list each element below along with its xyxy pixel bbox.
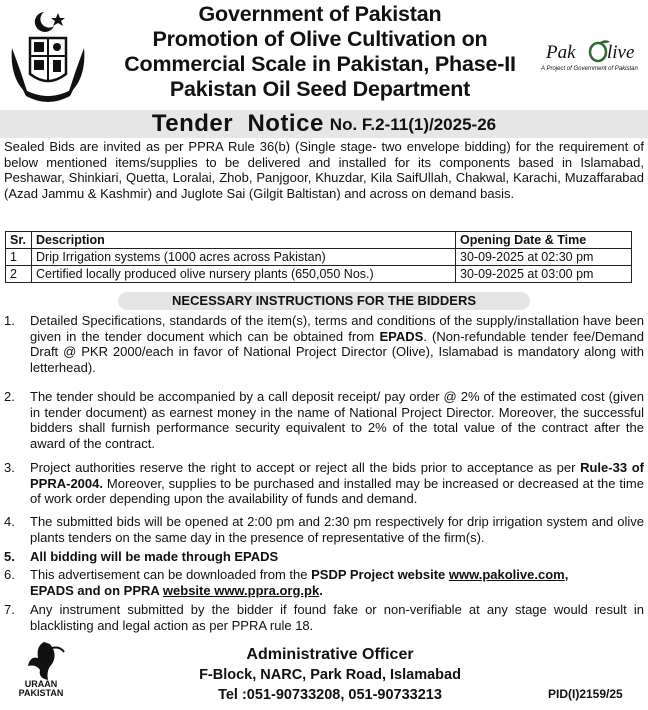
tender-number: No. F.2-11(1)/2025-26: [329, 115, 497, 134]
tender-title: Tender Notice: [151, 110, 324, 137]
header-line-3: Commercial Scale in Pakistan, Phase-II: [124, 52, 516, 76]
instruction-item: [4, 460, 644, 507]
instruction-text: . (Non-refundable tender fee/Demand Draft @ PKR 2000/each in favor of National Project Director (Olive), Islamabad is mandatory along with letterhead).: [30, 328, 645, 375]
header-line-4: Pakistan Oil Seed Department: [169, 77, 471, 101]
header-titles: [100, 2, 540, 102]
header-opening: Opening Date & Time: [456, 232, 632, 249]
table-row: [6, 249, 632, 266]
instruction-text: Moreover, supplies to be purchased and installed may be increased or decreased at the time of work order depending upon the availability of funds and demand.: [30, 475, 644, 507]
table-row: [6, 266, 632, 283]
website-text: website: [162, 582, 215, 598]
instruction-number: 7.: [4, 602, 15, 617]
footer-address: F-Block, NARC, Park Road, Islamabad: [199, 667, 461, 683]
uraan-line-2: PAKISTAN: [18, 688, 64, 698]
instruction-text: Detailed Specifications, standards of the item(s), terms and conditions of the supply/installation have been given in the tender document which can be obtained from: [30, 313, 644, 344]
pakolive-link[interactable]: www.pakolive.com: [448, 567, 565, 582]
instruction-item: [4, 549, 644, 565]
instruction-text: Project authorities reserve the right to accept or reject all the bids prior to acceptance as per: [30, 460, 581, 475]
items-table: [5, 231, 632, 283]
instruction-text: The tender should be accompanied by a call deposit receipt/ pay order @ 2% of the estimated cost (given in tender document) as earnest money in the name of National Project Director. Moreover, the successful bidders shall furnish performance security equivalent to 2% of the total value of the contract after the award of the contract.: [30, 389, 644, 451]
tender-heading: [0, 110, 648, 138]
instruction-number: 4.: [4, 514, 15, 529]
instruction-item: [4, 567, 644, 598]
footer-telephone: Tel :051-90733208, 051-90733213: [218, 687, 442, 703]
instruction-number: 6.: [4, 567, 15, 582]
logo-subtitle: A Project of Government of Pakistan: [541, 66, 638, 72]
instruction-item: [4, 514, 644, 545]
header-line-1: Government of Pakistan: [198, 2, 442, 26]
instruction-text: This advertisement can be downloaded from the: [30, 567, 312, 582]
instruction-item: [4, 602, 644, 633]
instruction-number: 3.: [4, 460, 15, 475]
row-sr: 1: [6, 249, 32, 266]
uraan-line-1: URAAN: [24, 679, 58, 689]
header-line-2: Promotion of Olive Cultivation on: [152, 27, 488, 51]
intro-paragraph: Sealed Bids are invited as per PPRA Rule 36(b) (Single stage- two envelope bidding) for the requirement of below mentioned items/supplies to be delivered and installed for its components based in Islamabad, Peshawar, Shinkiari, Quetta, Loralai, Zhob, Panjgoor, Khuzdar, Kila SaifUllah, Chakwal, Karachi, Muzaffarabad (Azad Jammu & Kashmir) and Juglote Sai (Gilgit Baltistan) and across on demand basis.: [4, 139, 644, 201]
instruction-number: 1.: [4, 313, 15, 328]
pak-olive-logo: [540, 36, 644, 80]
period-text: .: [319, 582, 323, 598]
uraan-text: [12, 680, 70, 698]
logo-text-live: live: [607, 42, 635, 63]
header-sr: Sr.: [6, 232, 32, 249]
ppra-link[interactable]: www.ppra.org.pk: [214, 582, 320, 598]
instruction-text: All bidding will be made through EPADS: [30, 549, 279, 564]
pakistan-emblem-icon: [8, 8, 88, 104]
epads-text: EPADS: [379, 328, 424, 344]
logo-text-pak: Pak: [546, 42, 576, 63]
pid-number: PID(I)2159/25: [548, 687, 623, 701]
header-description: Description: [32, 232, 456, 249]
footer: [160, 644, 500, 705]
instruction-number: 5.: [4, 549, 15, 564]
epads-ppra-text: EPADS and on PPRA: [30, 582, 163, 598]
footer-officer: Administrative Officer: [246, 646, 414, 663]
instructions-title: NECESSARY INSTRUCTIONS FOR THE BIDDERS: [171, 293, 477, 308]
table-header-row: [6, 232, 632, 249]
row-opening: 30-09-2025 at 03:00 pm: [456, 266, 632, 283]
instruction-text: Any instrument submitted by the bidder if found fake or non-verifiable at any stage would result in blacklisting and legal action as per PPRA rule 18.: [30, 602, 644, 633]
row-sr: 2: [6, 266, 32, 283]
ppra-rule-text: Rule-33 of PPRA-2004.: [30, 460, 645, 491]
instruction-item: [4, 389, 644, 451]
instruction-number: 2.: [4, 389, 15, 404]
row-description: Certified locally produced olive nursery plants (650,050 Nos.): [32, 266, 456, 283]
instruction-text: The submitted bids will be opened at 2:00 pm and 2:30 pm respectively for drip irrigation system and olive plants tenders on the same day in the presence of representative of the firm(s).: [30, 514, 644, 545]
instruction-item: [4, 313, 644, 375]
comma-text: ,: [564, 567, 569, 582]
row-opening: 30-09-2025 at 02:30 pm: [456, 249, 632, 266]
psdp-text: PSDP Project website: [311, 567, 449, 582]
row-description: Drip Irrigation systems (1000 acres across Pakistan): [32, 249, 456, 266]
